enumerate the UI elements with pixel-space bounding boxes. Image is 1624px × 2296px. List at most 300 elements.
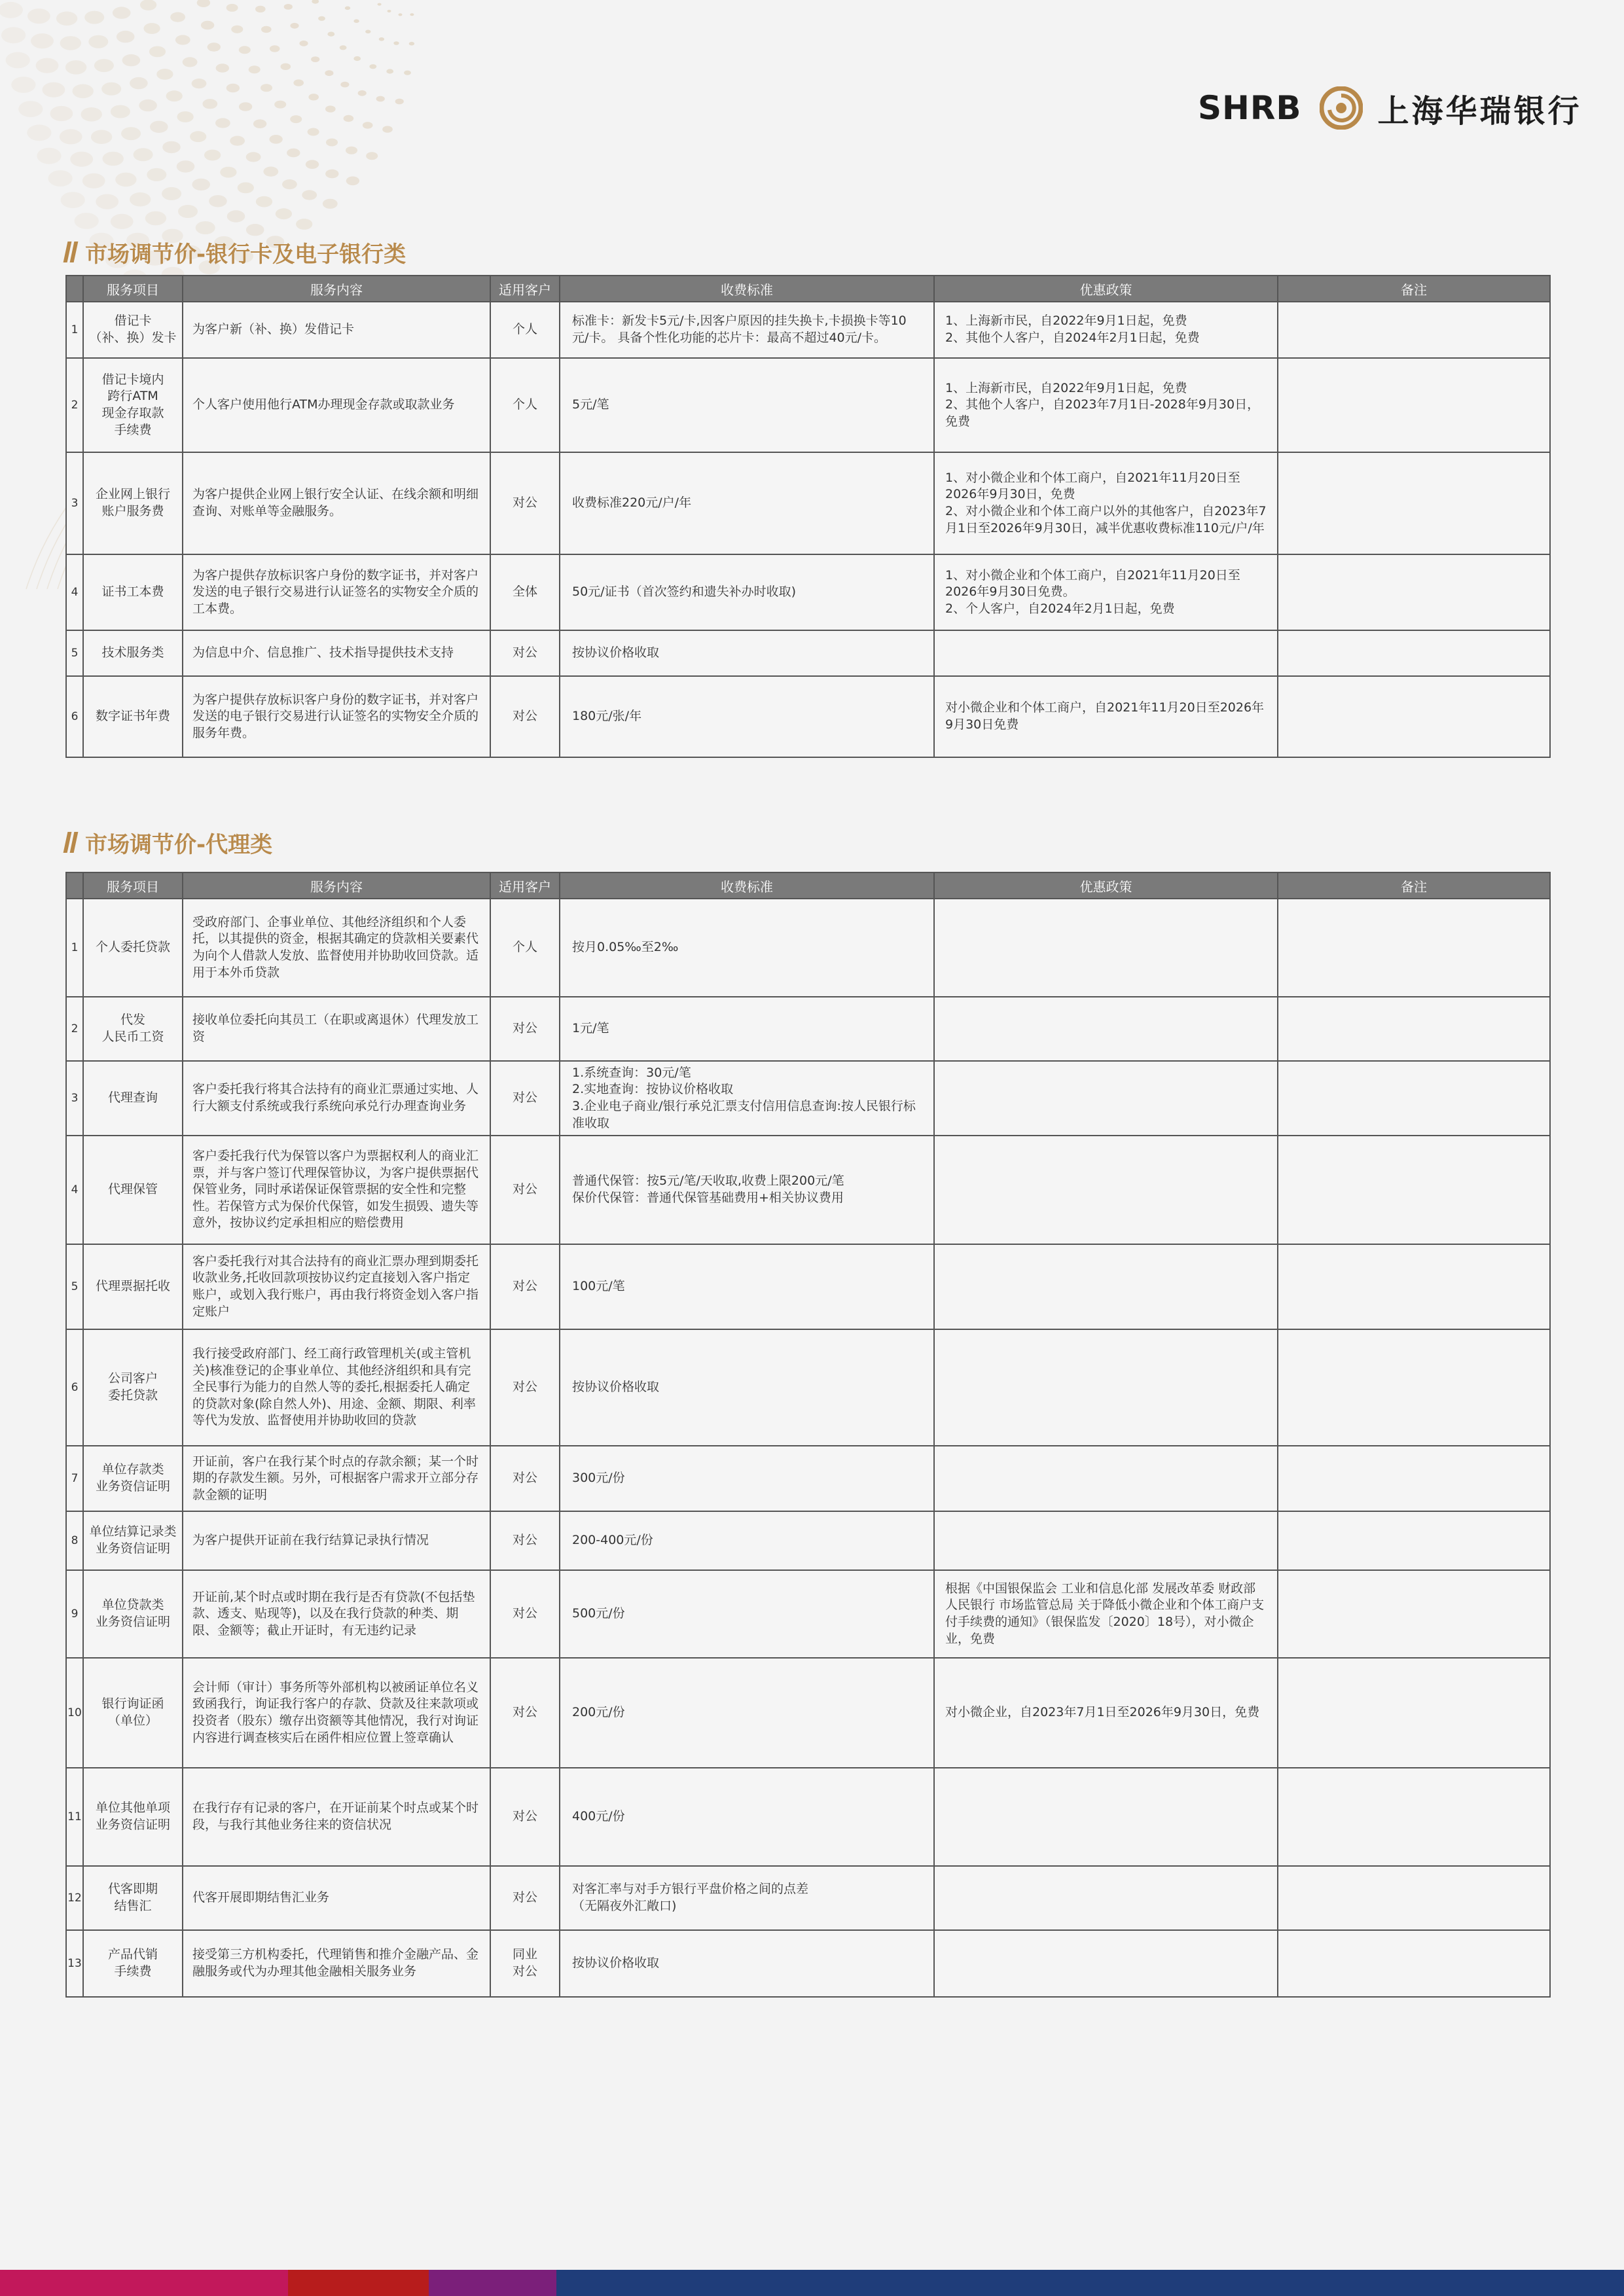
decor-dot	[363, 122, 373, 128]
discount-policy-cell	[934, 630, 1278, 676]
service-item-cell: 单位其他单项 业务资信证明	[83, 1768, 183, 1866]
discount-policy-cell: 1、上海新市民，自2022年9月1日起，免费 2、其他个人客户，自2024年2月1日起，免费	[934, 302, 1278, 358]
decor-dot	[208, 43, 221, 52]
decor-dot	[162, 141, 181, 153]
table-row	[66, 1570, 1550, 1658]
decor-dot	[395, 99, 404, 105]
decor-dot	[345, 7, 350, 10]
service-content-cell: 客户委托我行代为保管以客户为票据权利人的商业汇票，并与客户签订代理保管协议，为客户提供票据代保管业务，同时承诺保证保管票据的安全性和完整性。若保管方式为保价代保管，如发生损毁、遗失等意外，按协议约定承担相应的赔偿费用	[183, 1136, 490, 1244]
service-item-cell: 借记卡 （补、换）发卡	[83, 302, 183, 358]
service-content-cell: 接收单位委托向其员工（在职或离退休）代理发放工资	[183, 997, 490, 1061]
decor-dot	[239, 46, 251, 54]
service-content-cell: 开证前，客户在我行某个时点的存款余额；某一个时期的存款发生额。另外，可根据客户需求开立部分存款金额的证明	[183, 1446, 490, 1511]
table-row	[66, 1061, 1550, 1136]
decor-dot	[379, 37, 384, 41]
decor-dot	[399, 13, 403, 16]
decor-dot	[270, 45, 280, 52]
decor-dot	[56, 12, 77, 26]
header-discount-policy: 优惠政策	[934, 276, 1278, 302]
decor-dot	[70, 152, 93, 167]
table-row	[66, 452, 1550, 554]
applicable-customer-cell: 对公	[490, 1329, 560, 1446]
remarks-cell	[1278, 676, 1550, 757]
discount-policy-cell	[934, 1244, 1278, 1329]
discount-policy-cell: 1、对小微企业和个体工商户，自2021年11月20日至2026年9月30日免费。 2、个人客户，自2024年2月1日起，免费	[934, 554, 1278, 630]
service-content-cell: 客户委托我行对其合法持有的商业汇票办理到期委托收款业务,托收回款项按协议约定直接划入客户指定账户，或划入我行账户，再由我行将资金划入客户指定账户	[183, 1244, 490, 1329]
decor-dot	[81, 107, 102, 122]
decor-dot	[177, 111, 194, 122]
decor-dot	[344, 115, 354, 122]
decor-dot	[249, 65, 261, 73]
logo-spiral-icon	[1320, 86, 1363, 130]
row-number-cell: 5	[66, 1244, 83, 1329]
row-number-cell: 7	[66, 1446, 83, 1511]
row-number-cell: 9	[66, 1570, 83, 1658]
table-row	[66, 1658, 1550, 1768]
header-service-item: 服务项目	[83, 276, 183, 302]
row-number-cell: 12	[66, 1866, 83, 1930]
service-content-cell: 客户委托我行将其合法持有的商业汇票通过实地、人行大额支付系统或我行系统向承兑行办理查询业务	[183, 1061, 490, 1136]
decor-dot	[37, 148, 61, 164]
header-fee-standard: 收费标准	[560, 872, 934, 899]
row-number-cell: 6	[66, 676, 83, 757]
service-content-cell: 为客户提供存放标识客户身份的数字证书，并对客户发送的电子银行交易进行认证签名的实物安全介质的工本费。	[183, 554, 490, 630]
decor-dot	[94, 59, 114, 72]
fee-standard-cell: 5元/笔	[560, 358, 934, 452]
decor-dot	[326, 139, 338, 147]
service-item-cell: 单位存款类 业务资信证明	[83, 1446, 183, 1511]
table-row	[66, 1244, 1550, 1329]
decor-dot	[96, 194, 118, 209]
applicable-customer-cell: 对公	[490, 1511, 560, 1570]
decor-dot	[162, 187, 181, 200]
decor-dot	[365, 30, 370, 34]
service-item-cell: 数字证书年费	[83, 676, 183, 757]
decor-dot	[311, 56, 319, 62]
remarks-cell	[1278, 1768, 1550, 1866]
discount-policy-cell: 1、上海新市民，自2022年9月1日起，免费 2、其他个人客户，自2023年7月1日-2028年9月30日，免费	[934, 358, 1278, 452]
service-content-cell: 为客户提供企业网上银行安全认证、在线余额和明细查询、对账单等金融服务。	[183, 452, 490, 554]
header-number	[66, 872, 83, 899]
service-content-cell: 我行接受政府部门、经工商行政管理机关(或主管机关)核准登记的企事业单位、其他经济组织和具有完全民事行为能力的自然人等的委托,根据委托人确定的贷款对象(除自然人外)、用途、金额、期限、利率等代为发放、监督使用并协助收回的贷款	[183, 1329, 490, 1446]
decor-dot	[290, 23, 298, 29]
remarks-cell	[1278, 630, 1550, 676]
service-item-cell: 公司客户 委托贷款	[83, 1329, 183, 1446]
table-row	[66, 554, 1550, 630]
header-service-content: 服务内容	[183, 276, 490, 302]
decor-dot	[196, 221, 215, 234]
decor-dot	[261, 84, 272, 92]
service-item-cell: 证书工本费	[83, 554, 183, 630]
decor-dot	[325, 70, 333, 76]
service-item-cell: 代理保管	[83, 1136, 183, 1244]
service-item-cell: 产品代销 手续费	[83, 1930, 183, 1997]
decor-dot	[231, 26, 243, 33]
applicable-customer-cell: 全体	[490, 554, 560, 630]
fee-standard-cell: 收费标准220元/户/年	[560, 452, 934, 554]
decor-dot	[269, 135, 282, 144]
table-row	[66, 630, 1550, 676]
decor-dot	[227, 210, 245, 222]
bank-logo	[1198, 85, 1581, 131]
service-content-cell: 在我行存有记录的客户，在开证前某个时点或某个时段，与我行其他业务往来的资信状况	[183, 1768, 490, 1866]
applicable-customer-cell: 同业 对公	[490, 1930, 560, 1997]
decor-dot	[230, 136, 245, 146]
decor-dot	[281, 63, 291, 70]
decor-dot	[293, 79, 304, 86]
decor-dot	[36, 58, 59, 73]
applicable-customer-cell: 个人	[490, 358, 560, 452]
decor-dot	[27, 124, 51, 141]
applicable-customer-cell: 对公	[490, 1768, 560, 1866]
row-number-cell: 8	[66, 1511, 83, 1570]
header-service-content: 服务内容	[183, 872, 490, 899]
service-item-cell: 企业网上银行 账户服务费	[83, 452, 183, 554]
service-content-cell: 受政府部门、企事业单位、其他经济组织和个人委托，以其提供的资金，根据其确定的贷款相关要素代为向个人借款人发放、监督使用并协助收回贷款。适用于本外币贷款	[183, 899, 490, 997]
decor-dot	[103, 152, 124, 166]
fee-standard-cell: 按协议价格收取	[560, 1329, 934, 1446]
row-number-cell: 3	[66, 1061, 83, 1136]
row-number-cell: 11	[66, 1768, 83, 1866]
service-content-cell: 接受第三方机构委托，代理销售和推介金融产品、金融服务或代为办理其他金融相关服务业务	[183, 1930, 490, 1997]
header-service-item: 服务项目	[83, 872, 183, 899]
discount-policy-cell: 对小微企业和个体工商户，自2021年11月20日至2026年9月30日免费	[934, 676, 1278, 757]
discount-policy-cell	[934, 1866, 1278, 1930]
row-number-cell: 3	[66, 452, 83, 554]
discount-policy-cell	[934, 1061, 1278, 1136]
decor-dot	[140, 0, 156, 10]
decor-dot	[48, 170, 73, 187]
decor-dot	[276, 208, 292, 219]
fee-standard-cell: 50元/证书（首次签约和遗失补办时收取)	[560, 554, 934, 630]
service-item-cell: 技术服务类	[83, 630, 183, 676]
decor-dot	[346, 177, 359, 186]
decor-dot	[50, 106, 73, 121]
fee-standard-cell: 按月0.05‰至2‰	[560, 899, 934, 997]
decor-dot	[177, 160, 195, 172]
decor-dot	[340, 45, 347, 50]
footer-color-segment	[556, 2270, 1624, 2296]
decor-dot	[256, 196, 272, 207]
service-item-cell: 银行询证函 （单位）	[83, 1658, 183, 1768]
decor-dot	[204, 150, 221, 161]
decor-dot	[308, 94, 319, 100]
decor-dot	[246, 152, 261, 162]
decor-dot	[0, 2, 23, 18]
discount-policy-cell	[934, 997, 1278, 1061]
header-discount-policy: 优惠政策	[934, 872, 1278, 899]
decor-dot	[156, 69, 173, 80]
logo-chinese-text: 上海华瑞银行	[1377, 92, 1582, 130]
section-title-text: 市场调节价-银行卡及电子银行类	[85, 241, 406, 268]
header-remarks: 备注	[1278, 276, 1550, 302]
decor-dot	[290, 115, 302, 123]
row-number-cell: 10	[66, 1658, 83, 1768]
decor-dot	[388, 10, 391, 12]
table-row	[66, 1136, 1550, 1244]
table-header-row	[66, 872, 1550, 899]
fee-standard-cell: 1元/笔	[560, 997, 934, 1061]
decor-dot	[111, 105, 130, 118]
applicable-customer-cell: 对公	[490, 1061, 560, 1136]
row-number-cell: 6	[66, 1329, 83, 1446]
decor-dot	[121, 127, 141, 140]
applicable-customer-cell: 个人	[490, 302, 560, 358]
decor-dot	[299, 41, 308, 46]
applicable-customer-cell: 对公	[490, 1866, 560, 1930]
row-number-cell: 4	[66, 1136, 83, 1244]
service-item-cell: 代客即期 结售汇	[83, 1866, 183, 1930]
remarks-cell	[1278, 997, 1550, 1061]
decor-dot	[139, 99, 157, 111]
remarks-cell	[1278, 899, 1550, 997]
table-row	[66, 899, 1550, 997]
decor-dot	[325, 170, 338, 179]
decor-dot	[346, 147, 357, 154]
decor-dot	[115, 173, 136, 187]
decor-dot	[117, 31, 135, 43]
service-content-cell: 为信息中介、信息推广、技术指导提供技术支持	[183, 630, 490, 676]
remarks-cell	[1278, 1570, 1550, 1658]
decor-dot	[404, 71, 411, 75]
decor-dot	[134, 148, 153, 161]
decor-dot	[147, 168, 166, 181]
decor-dot	[61, 192, 85, 208]
decor-dot	[60, 129, 82, 144]
table-row	[66, 1866, 1550, 1930]
decor-dot	[215, 118, 230, 128]
row-number-cell: 2	[66, 358, 83, 452]
remarks-cell	[1278, 1866, 1550, 1930]
service-content-cell: 为客户提供开证前在我行结算记录执行情况	[183, 1511, 490, 1570]
discount-policy-cell: 根据《中国银保监会 工业和信息化部 发展改革委 财政部 人民银行 市场监管总局 关于降低小微企业和个体工商户支付手续费的通知》（银保监发〔2020〕18号），对小微企业，免费	[934, 1570, 1278, 1658]
decor-dot	[91, 130, 112, 144]
decor-dot	[382, 126, 393, 132]
section-title-text: 市场调节价-代理类	[85, 831, 273, 858]
service-item-cell: 单位贷款类 业务资信证明	[83, 1570, 183, 1658]
remarks-cell	[1278, 1329, 1550, 1446]
header-fee-standard: 收费标准	[560, 276, 934, 302]
service-item-cell: 代发 人民币工资	[83, 997, 183, 1061]
decor-dot	[353, 56, 361, 61]
decor-dot	[327, 32, 334, 37]
table-row	[66, 1930, 1550, 1997]
decor-dot	[255, 6, 266, 12]
table-row	[66, 997, 1550, 1061]
fee-standard-cell: 按协议价格收取	[560, 1930, 934, 1997]
remarks-cell	[1278, 1244, 1550, 1329]
decor-dot	[113, 7, 131, 18]
service-content-cell: 个人客户使用他行ATM办理现金存款或取款业务	[183, 358, 490, 452]
decor-dot	[84, 11, 104, 24]
fee-table-cards	[65, 275, 1551, 758]
decor-dot	[296, 219, 312, 230]
decor-dot	[101, 82, 121, 96]
decor-dot	[376, 96, 385, 102]
discount-policy-cell	[934, 1511, 1278, 1570]
decor-dot	[325, 105, 336, 112]
remarks-cell	[1278, 1930, 1550, 1997]
decor-dot	[306, 160, 319, 169]
decor-dot	[261, 26, 272, 33]
decor-dot	[65, 60, 86, 75]
service-item-cell: 个人委托贷款	[83, 899, 183, 997]
decor-dot	[358, 90, 367, 96]
table-row	[66, 1768, 1550, 1866]
footer-color-bar	[0, 2270, 1624, 2296]
decor-dot	[302, 190, 317, 200]
decor-dot	[82, 173, 105, 188]
discount-policy-cell	[934, 1136, 1278, 1244]
decor-dot	[130, 192, 151, 207]
decor-dot	[73, 84, 94, 99]
service-content-cell: 会计师（审计）事务所等外部机构以被函证单位名义致函我行，询证我行客户的存款、贷款及往来款项或投资者（股东）缴存出资额等其他情况，我行对询证内容进行调查核实后在函件相应位置上签章确认	[183, 1658, 490, 1768]
header-applicable-customer: 适用客户	[490, 872, 560, 899]
applicable-customer-cell: 对公	[490, 630, 560, 676]
fee-standard-cell: 100元/笔	[560, 1244, 934, 1329]
service-content-cell: 代客开展即期结售汇业务	[183, 1866, 490, 1930]
decor-dot	[308, 128, 319, 136]
decor-dot	[323, 199, 338, 209]
decor-dot	[6, 52, 30, 69]
service-content-cell: 开证前,某个时点或时期在我行是否有贷款(不包括垫款、透支、贴现等)，以及在我行贷款的种类、期限、金额等；截止开证时，有无违约记录	[183, 1570, 490, 1658]
decor-dot	[111, 214, 134, 229]
decor-dot	[226, 84, 240, 93]
decor-dot	[409, 42, 414, 46]
decor-dot	[178, 205, 198, 218]
remarks-cell	[1278, 302, 1550, 358]
footer-color-segment	[429, 2270, 556, 2296]
row-number-cell: 4	[66, 554, 83, 630]
applicable-customer-cell: 对公	[490, 1658, 560, 1768]
decor-dot	[239, 102, 252, 111]
decor-dot	[366, 152, 378, 160]
logo-english-text: SHRB	[1198, 89, 1302, 127]
header-remarks: 备注	[1278, 872, 1550, 899]
fee-standard-cell: 500元/份	[560, 1570, 934, 1658]
fee-standard-cell: 300元/份	[560, 1446, 934, 1511]
applicable-customer-cell: 对公	[490, 1244, 560, 1329]
service-item-cell: 借记卡境内 跨行ATM 现金存取款 手续费	[83, 358, 183, 452]
remarks-cell	[1278, 452, 1550, 554]
decor-dot	[18, 101, 43, 117]
decor-dot	[220, 167, 236, 178]
decor-dot	[192, 179, 210, 190]
decor-dot	[175, 35, 190, 45]
decor-dot	[192, 79, 207, 88]
decor-dot	[284, 4, 293, 10]
service-item-cell: 代理票据托收	[83, 1244, 183, 1329]
row-number-cell: 2	[66, 997, 83, 1061]
row-number-cell: 13	[66, 1930, 83, 1997]
fee-table-agency	[65, 872, 1551, 1998]
decor-dot	[216, 63, 229, 73]
applicable-customer-cell: 对公	[490, 676, 560, 757]
decor-dot	[253, 119, 266, 128]
discount-policy-cell	[934, 1768, 1278, 1866]
discount-policy-cell: 对小微企业，自2023年7月1日至2026年9月30日，免费	[934, 1658, 1278, 1768]
decor-dot	[209, 195, 227, 207]
decor-dot	[287, 149, 300, 158]
discount-policy-cell	[934, 1930, 1278, 1997]
decor-dot	[1, 27, 26, 43]
title-bars-icon	[65, 242, 79, 262]
fee-standard-cell: 180元/张/年	[560, 676, 934, 757]
decor-dot	[145, 211, 166, 226]
header-applicable-customer: 适用客户	[490, 276, 560, 302]
footer-color-segment	[288, 2270, 429, 2296]
decor-dot	[318, 16, 325, 21]
row-number-cell: 1	[66, 302, 83, 358]
decor-dot	[246, 224, 264, 236]
table-row	[66, 1329, 1550, 1446]
remarks-cell	[1278, 1511, 1550, 1570]
discount-policy-cell	[934, 1329, 1278, 1446]
title-bars-icon	[65, 832, 79, 853]
service-content-cell: 为客户新（补、换）发借记卡	[183, 302, 490, 358]
discount-policy-cell: 1、对小微企业和个体工商户，自2021年11月20日至2026年9月30日，免费 2、对小微企业和个体工商户以外的其他客户，自2023年7月1日至2026年9月30日，减半优惠收费标准110元/户/年	[934, 452, 1278, 554]
decor-dot	[149, 46, 166, 58]
fee-standard-cell: 按协议价格收取	[560, 630, 934, 676]
decor-dot	[11, 77, 35, 93]
decor-dot	[226, 4, 238, 12]
decor-dot	[27, 9, 50, 24]
decor-dot	[201, 21, 214, 30]
decor-dot	[393, 41, 399, 45]
service-content-cell: 为客户提供存放标识客户身份的数字证书，并对客户发送的电子银行交易进行认证签名的实物安全介质的服务年费。	[183, 676, 490, 757]
discount-policy-cell	[934, 1446, 1278, 1511]
decor-dot	[369, 64, 376, 69]
decor-dot	[183, 57, 198, 67]
decor-dot	[60, 36, 81, 50]
fee-standard-cell: 普通代保管：按5元/笔/天收取,收费上限200元/笔 保价代保管：普通代保管基础费用+相关协议费用	[560, 1136, 934, 1244]
remarks-cell	[1278, 1446, 1550, 1511]
decor-dot	[353, 19, 359, 23]
table-row	[66, 1446, 1550, 1511]
service-item-cell: 单位结算记录类 业务资信证明	[83, 1511, 183, 1570]
decor-dot	[150, 121, 168, 133]
fee-standard-cell: 1.系统查询：30元/笔 2.实地查询：按协议价格收取 3.企业电子商业/银行承兑汇票支付信用信息查询:按人民银行标准收取	[560, 1061, 934, 1136]
decor-dot	[197, 0, 210, 7]
decor-dot	[166, 90, 183, 101]
discount-policy-cell	[934, 899, 1278, 997]
decor-dot	[340, 82, 349, 88]
remarks-cell	[1278, 1136, 1550, 1244]
decor-dot	[170, 12, 185, 22]
decor-dot	[274, 101, 286, 109]
applicable-customer-cell: 对公	[490, 997, 560, 1061]
decor-dot	[378, 3, 382, 6]
decor-dot	[144, 23, 160, 34]
decor-dot	[75, 213, 99, 229]
row-number-cell: 1	[66, 899, 83, 997]
fee-standard-cell: 200-400元/份	[560, 1511, 934, 1570]
service-item-cell: 代理查询	[83, 1061, 183, 1136]
decor-dot	[190, 131, 206, 142]
decor-dot	[122, 54, 141, 66]
remarks-cell	[1278, 358, 1550, 452]
remarks-cell	[1278, 1658, 1550, 1768]
decor-dot	[43, 82, 65, 98]
decor-dot	[386, 69, 393, 73]
footer-color-segment	[0, 2270, 288, 2296]
section-title-agency	[65, 826, 272, 859]
decor-dot	[410, 13, 414, 16]
decor-dot	[130, 77, 148, 89]
fee-standard-cell: 对客汇率与对手方银行平盘价格之间的点差 （无隔夜外汇敞口)	[560, 1866, 934, 1930]
table-row	[66, 1511, 1550, 1570]
row-number-cell: 5	[66, 630, 83, 676]
